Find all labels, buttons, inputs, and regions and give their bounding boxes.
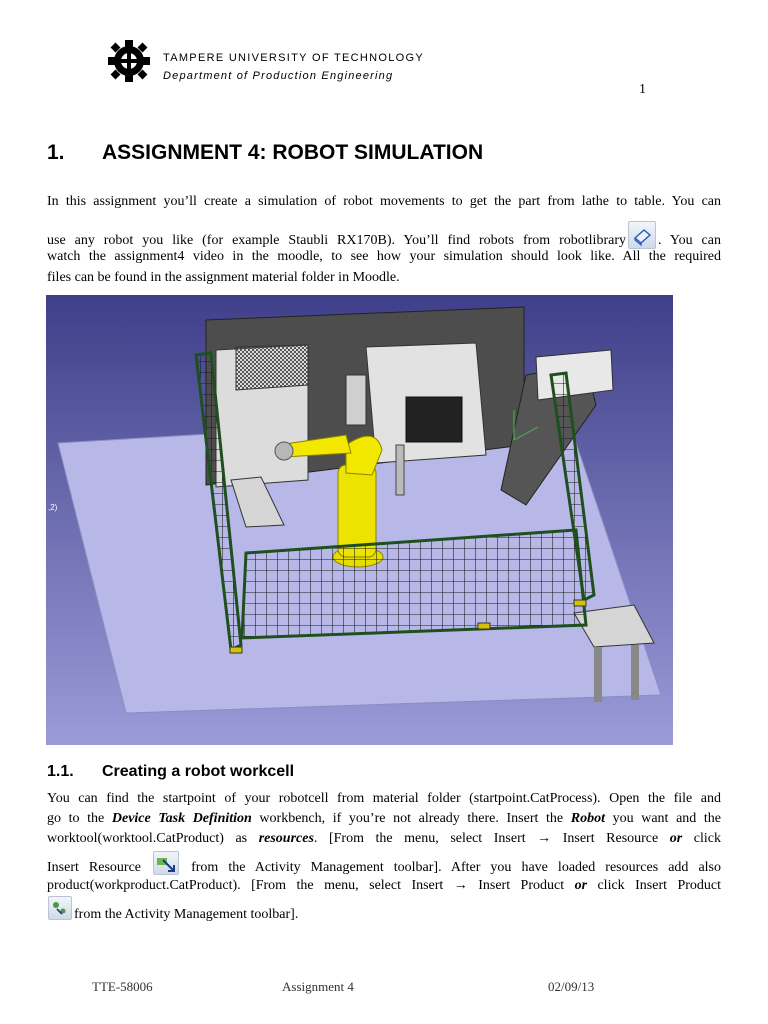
intro-line-2-end: . You can: [657, 233, 721, 249]
section-line-2: [47, 810, 721, 828]
intro-line-1: In this assignment you’ll create a simulation of robot movements to get the part from lathe to table. You can: [47, 194, 721, 209]
section-number: 1.: [47, 141, 65, 164]
footer-course-code: TTE-58006: [92, 979, 153, 994]
section-title: ASSIGNMENT 4: ROBOT SIMULATION: [102, 141, 484, 164]
intro-line-2-text: use any robot you like (for example Staubli RX170B). You’ll find robots from robotlibrary: [47, 233, 626, 249]
intro-line-3: watch the assignment4 video in the moodle, to see how your simulation should look like. All the required: [47, 249, 721, 264]
section-line-6: from the Activity Management toolbar].: [74, 907, 299, 922]
text-span: . [From the menu, select Insert: [313, 831, 538, 846]
section-heading: [47, 141, 483, 165]
robot-term: Robot: [570, 811, 605, 826]
robot-workcell-image: [46, 295, 673, 745]
text-span: worktool(worktool.CatProduct) as: [47, 831, 259, 846]
text-span: go to the: [47, 811, 112, 826]
robot-library-icon: [628, 221, 656, 249]
section-line-1: You can find the startpoint of your robotcell from material folder (startpoint.CatProcess). Open the file and: [47, 791, 721, 806]
text-span: click: [682, 831, 722, 846]
section-line-3: [47, 830, 721, 848]
axis-label: ,2): [48, 503, 58, 512]
subsection-heading: [47, 763, 294, 781]
section-line-5: [47, 877, 721, 895]
university-name: TAMPERE UNIVERSITY OF TECHNOLOGY: [163, 52, 425, 64]
department-name: Department of Production Engineering: [163, 70, 394, 82]
or-term: or: [574, 878, 588, 893]
insert-resource-icon: [153, 851, 179, 875]
subsection-number: 1.1.: [47, 763, 74, 780]
footer-date: 02/09/13: [548, 979, 595, 994]
text-span: Insert Product: [467, 878, 575, 893]
or-term: or: [669, 831, 683, 846]
text-span: product(workproduct.CatProduct). [From the menu, select Insert: [47, 878, 454, 893]
text-span: Insert Resource: [551, 831, 670, 846]
intro-line-4: files can be found in the assignment material folder in Moodle.: [47, 270, 400, 285]
text-span: you want and the: [604, 811, 722, 826]
text-span: click Insert Product: [587, 878, 721, 893]
resources-term: resources: [258, 831, 314, 846]
subsection-title: Creating a robot workcell: [102, 763, 295, 780]
footer-assignment: Assignment 4: [282, 979, 354, 994]
device-task-definition-term: Device Task Definition: [111, 811, 252, 826]
arrow-icon: →: [537, 831, 552, 846]
arrow-icon: →: [453, 878, 468, 893]
insert-product-icon-box: [48, 896, 72, 920]
text-span: workbench, if you’re not already there. Insert the: [251, 811, 571, 826]
text-span: from the Activity Management toolbar]. After you have loaded resources add also: [181, 860, 721, 876]
insert-product-icon: [48, 896, 72, 920]
page-number: 1: [639, 82, 646, 97]
tut-gear-logo: [104, 38, 154, 84]
text-span: Insert Resource: [47, 860, 152, 876]
